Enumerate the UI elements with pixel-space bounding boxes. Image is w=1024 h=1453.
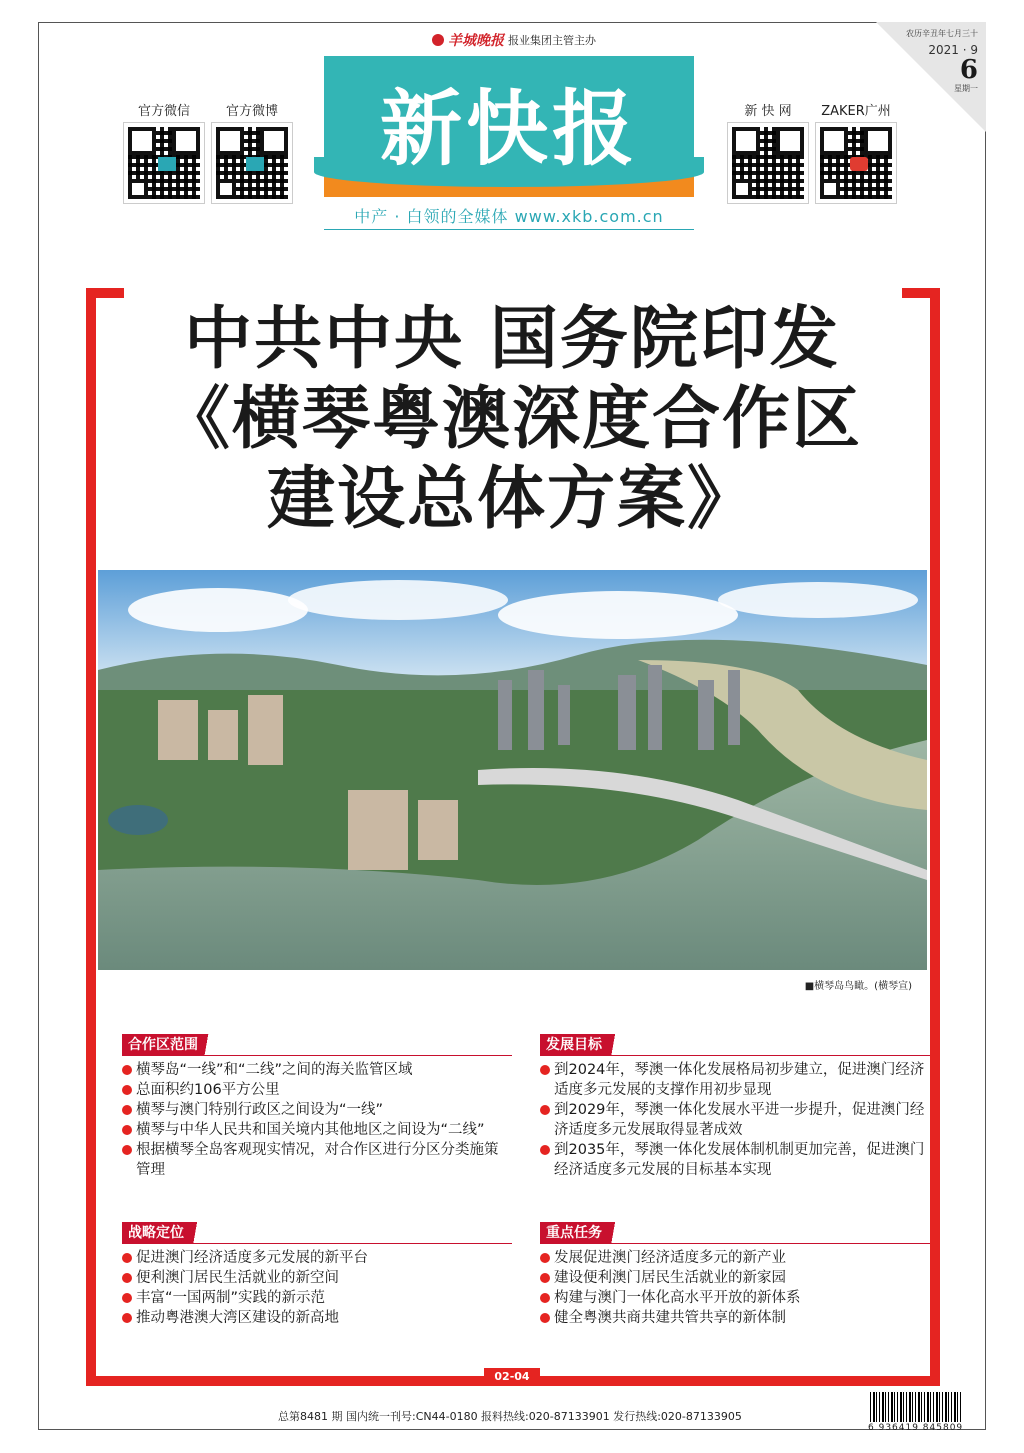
year-month: 2021 · 9 — [928, 43, 978, 57]
list-item: 到2029年，琴澳一体化发展水平进一步提升，促进澳门经济适度多元发展取得显著成效 — [540, 1100, 930, 1140]
qr-zaker[interactable] — [816, 100, 896, 203]
list-item: 发展促进澳门经济适度多元的新产业 — [540, 1248, 930, 1268]
publisher-logo-icon — [432, 34, 444, 46]
section-title: 战略定位 — [122, 1222, 212, 1244]
publisher-line — [432, 30, 596, 50]
list-item: 横琴与中华人民共和国关境内其他地区之间设为“二线” — [122, 1120, 512, 1140]
publisher-text: 报业集团主管主办 — [508, 34, 596, 47]
headline[interactable] — [100, 300, 924, 540]
list-item: 横琴岛“一线”和“二线”之间的海关监管区域 — [122, 1060, 512, 1080]
section-title: 重点任务 — [540, 1222, 630, 1244]
section-positioning — [122, 1222, 512, 1328]
section-title: 合作区范围 — [122, 1034, 226, 1056]
list-item: 根据横琴全岛客观现实情况，对合作区进行分区分类施策管理 — [122, 1140, 512, 1180]
qr-label: 官方微信 — [137, 104, 190, 119]
qr-xkb-site[interactable] — [728, 100, 808, 203]
qr-wechat[interactable] — [124, 100, 204, 203]
aerial-photo-image — [98, 570, 927, 970]
masthead — [0, 0, 1024, 260]
list-item: 构建与澳门一体化高水平开放的新体系 — [540, 1288, 930, 1308]
logo-slogan: 中产 · 白领的全媒体 www.xkb.com.cn — [324, 200, 694, 230]
list-item: 丰富“一国两制”实践的新示范 — [122, 1288, 512, 1308]
qr-label: ZAKER广州 — [821, 104, 891, 119]
page-range-badge[interactable]: 02-04 — [484, 1368, 540, 1386]
qr-label: 新 快 网 — [744, 104, 792, 119]
barcode-icon — [870, 1392, 962, 1422]
list-item: 到2035年，琴澳一体化发展体制机制更加完善，促进澳门经济适度多元发展的目标基本实现 — [540, 1140, 930, 1180]
bullet-list — [122, 1060, 512, 1180]
newspaper-logo — [324, 56, 694, 197]
aerial-photo[interactable] — [98, 570, 927, 970]
bullet-list — [122, 1248, 512, 1328]
qr-code-icon — [124, 123, 204, 203]
weekday: 星期一 — [954, 84, 978, 93]
bullet-list — [540, 1248, 930, 1328]
headline-line: 中共中央 国务院印发 — [184, 300, 840, 379]
lunar-date: 农历辛丑年七月三十 — [906, 29, 978, 38]
headline-line: 《横琴粤澳深度合作区 — [161, 380, 862, 459]
bullet-list — [540, 1060, 930, 1180]
list-item: 建设便利澳门居民生活就业的新家园 — [540, 1268, 930, 1288]
publisher-logo: 羊城晚报 — [448, 33, 504, 49]
list-item: 总面积约106平方公里 — [122, 1080, 512, 1100]
footer-info: 总第8481 期 国内统一刊号:CN44-0180 报料热线:020-87133901 发行热线:020-87133905 — [278, 1410, 742, 1423]
qr-weibo[interactable] — [212, 100, 292, 203]
list-item: 到2024年，琴澳一体化发展格局初步建立，促进澳门经济适度多元发展的支撑作用初步显现 — [540, 1060, 930, 1100]
logo-title: 新快报 — [379, 81, 638, 177]
qr-code-icon — [816, 123, 896, 203]
qr-label: 官方微博 — [225, 104, 278, 119]
photo-caption: ■横琴岛鸟瞰。(横琴宣) — [804, 981, 912, 992]
qr-code-icon — [728, 123, 808, 203]
list-item: 横琴与澳门特别行政区之间设为“一线” — [122, 1100, 512, 1120]
qr-code-icon — [212, 123, 292, 203]
section-title: 发展目标 — [540, 1034, 630, 1056]
issue-date — [888, 28, 978, 94]
barcode-number: 6 936419 845809 — [868, 1423, 964, 1433]
section-scope — [122, 1034, 512, 1180]
list-item: 促进澳门经济适度多元发展的新平台 — [122, 1248, 512, 1268]
section-tasks — [540, 1222, 930, 1328]
section-goals — [540, 1034, 930, 1180]
list-item: 健全粤澳共商共建共管共享的新体制 — [540, 1308, 930, 1328]
list-item: 推动粤港澳大湾区建设的新高地 — [122, 1308, 512, 1328]
headline-line: 建设总体方案》 — [266, 460, 757, 539]
list-item: 便利澳门居民生活就业的新空间 — [122, 1268, 512, 1288]
day-number: 6 — [959, 55, 978, 85]
